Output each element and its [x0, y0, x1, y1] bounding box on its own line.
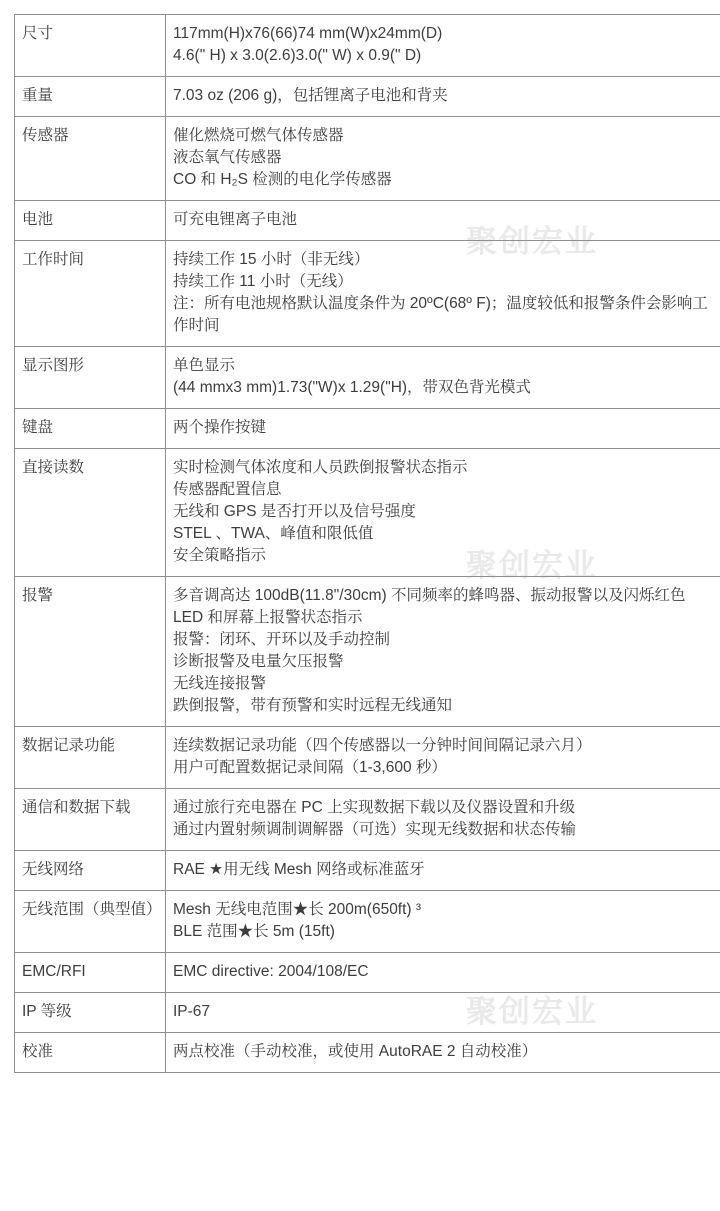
spec-label: 工作时间: [15, 241, 166, 347]
spec-label: EMC/RFI: [15, 953, 166, 993]
spec-value: [166, 891, 720, 953]
spec-value: [166, 201, 720, 241]
spec-value: [166, 1033, 720, 1073]
spec-value-line: 多音调高达 100dB(11.8"/30cm) 不同频率的蜂鸣器、振动报警以及闪烁红色 LED 和屏幕上报警状态指示: [173, 587, 686, 626]
table-row: [15, 117, 720, 201]
table-row: [15, 241, 720, 347]
watermark: 聚创宏业: [466, 994, 598, 1030]
spec-label: 显示图形: [15, 347, 166, 409]
spec-label: 传感器: [15, 117, 166, 201]
spec-value-line: Mesh 无线电范围★长 200m(650ft) ³: [173, 901, 422, 918]
spec-value-line: 液态氧气传感器: [173, 149, 282, 166]
spec-value-line: 两点校准（手动校准，或使用 AutoRAE 2 自动校准）: [173, 1043, 538, 1060]
spec-label: 通信和数据下载: [15, 789, 166, 851]
spec-value-line: 可充电锂离子电池: [173, 211, 298, 228]
table-row: [15, 577, 720, 727]
spec-value-line: 跌倒报警，带有预警和实时远程无线通知: [173, 697, 453, 714]
spec-value-line: EMC directive: 2004/108/EC: [173, 963, 369, 980]
spec-value-line: 诊断报警及电量欠压报警: [173, 653, 344, 670]
spec-value-line: 持续工作 15 小时（非无线）: [173, 251, 370, 268]
spec-value-line: 117mm(H)x76(66)74 mm(W)x24mm(D): [173, 25, 443, 42]
spec-value: [166, 347, 720, 409]
spec-value: [166, 117, 720, 201]
spec-value-line: CO 和 H₂S 检测的电化学传感器: [173, 171, 392, 188]
table-row: [15, 993, 720, 1033]
table-row: [15, 727, 720, 789]
spec-label: 直接读数: [15, 449, 166, 577]
spec-label: IP 等级: [15, 993, 166, 1033]
spec-label: 数据记录功能: [15, 727, 166, 789]
spec-value: [166, 15, 720, 77]
table-row: [15, 15, 720, 77]
spec-value-line: IP-67: [173, 1003, 211, 1020]
spec-label: 无线网络: [15, 851, 166, 891]
spec-value-line: 连续数据记录功能（四个传感器以一分钟时间间隔记录六月）: [173, 737, 592, 754]
spec-value: [166, 77, 720, 117]
spec-value-line: STEL 、TWA、峰值和限低值: [173, 525, 374, 542]
spec-value-line: 7.03 oz (206 g)，包括锂离子电池和背夹: [173, 87, 448, 104]
table-body: [15, 15, 720, 1073]
spec-label: 电池: [15, 201, 166, 241]
spec-value-line: 传感器配置信息: [173, 481, 282, 498]
spec-value-line: 安全策略指示: [173, 547, 267, 564]
spec-value: [166, 993, 720, 1033]
spec-value-line: (44 mmx3 mm)1.73("W)x 1.29("H)，带双色背光模式: [173, 379, 532, 396]
watermark: 聚创宏业: [466, 548, 598, 584]
spec-label: 重量: [15, 77, 166, 117]
watermark: 聚创宏业: [466, 224, 598, 260]
spec-value-line: 通过旅行充电器在 PC 上实现数据下载以及仪器设置和升级: [173, 799, 576, 816]
spec-label: 无线范围（典型值）: [15, 891, 166, 953]
spec-value-line: 无线和 GPS 是否打开以及信号强度: [173, 503, 416, 520]
table-row: [15, 891, 720, 953]
spec-value-line: 实时检测气体浓度和人员跌倒报警状态指示: [173, 459, 468, 476]
spec-value: [166, 789, 720, 851]
spec-value-line: 报警：闭环、开环以及手动控制: [173, 631, 391, 648]
spec-value-line: RAE ★用无线 Mesh 网络或标准蓝牙: [173, 861, 425, 878]
table-row: [15, 953, 720, 993]
table-row: [15, 77, 720, 117]
spec-value-line: 持续工作 11 小时（无线）: [173, 273, 353, 290]
spec-value-line: 单色显示: [173, 357, 236, 374]
table-row: [15, 789, 720, 851]
spec-value: [166, 953, 720, 993]
spec-value-line: 注：所有电池规格默认温度条件为 20ºC(68º F)；温度较低和报警条件会影响工作时间: [173, 295, 708, 334]
spec-label: 尺寸: [15, 15, 166, 77]
spec-label: 校准: [15, 1033, 166, 1073]
table-row: [15, 851, 720, 891]
spec-label: 报警: [15, 577, 166, 727]
spec-value-line: 催化燃烧可燃气体传感器: [173, 127, 344, 144]
spec-value: [166, 241, 720, 347]
spec-value: [166, 409, 720, 449]
table-row: [15, 201, 720, 241]
spec-value-line: 4.6(" H) x 3.0(2.6)3.0(" W) x 0.9(" D): [173, 47, 422, 64]
spec-value-line: 两个操作按键: [173, 419, 267, 436]
specifications-table: [14, 14, 720, 1073]
table-row: [15, 409, 720, 449]
spec-value-line: 通过内置射频调制调解器（可选）实现无线数据和状态传输: [173, 821, 577, 838]
spec-value-line: 用户可配置数据记录间隔（1-3,600 秒）: [173, 759, 447, 776]
spec-value: [166, 851, 720, 891]
spec-value-line: 无线连接报警: [173, 675, 267, 692]
table-row: [15, 449, 720, 577]
spec-value-line: BLE 范围★长 5m (15ft): [173, 923, 335, 940]
spec-value: [166, 577, 720, 727]
table-row: [15, 347, 720, 409]
spec-value: [166, 727, 720, 789]
spec-value: [166, 449, 720, 577]
spec-label: 键盘: [15, 409, 166, 449]
table-row: [15, 1033, 720, 1073]
